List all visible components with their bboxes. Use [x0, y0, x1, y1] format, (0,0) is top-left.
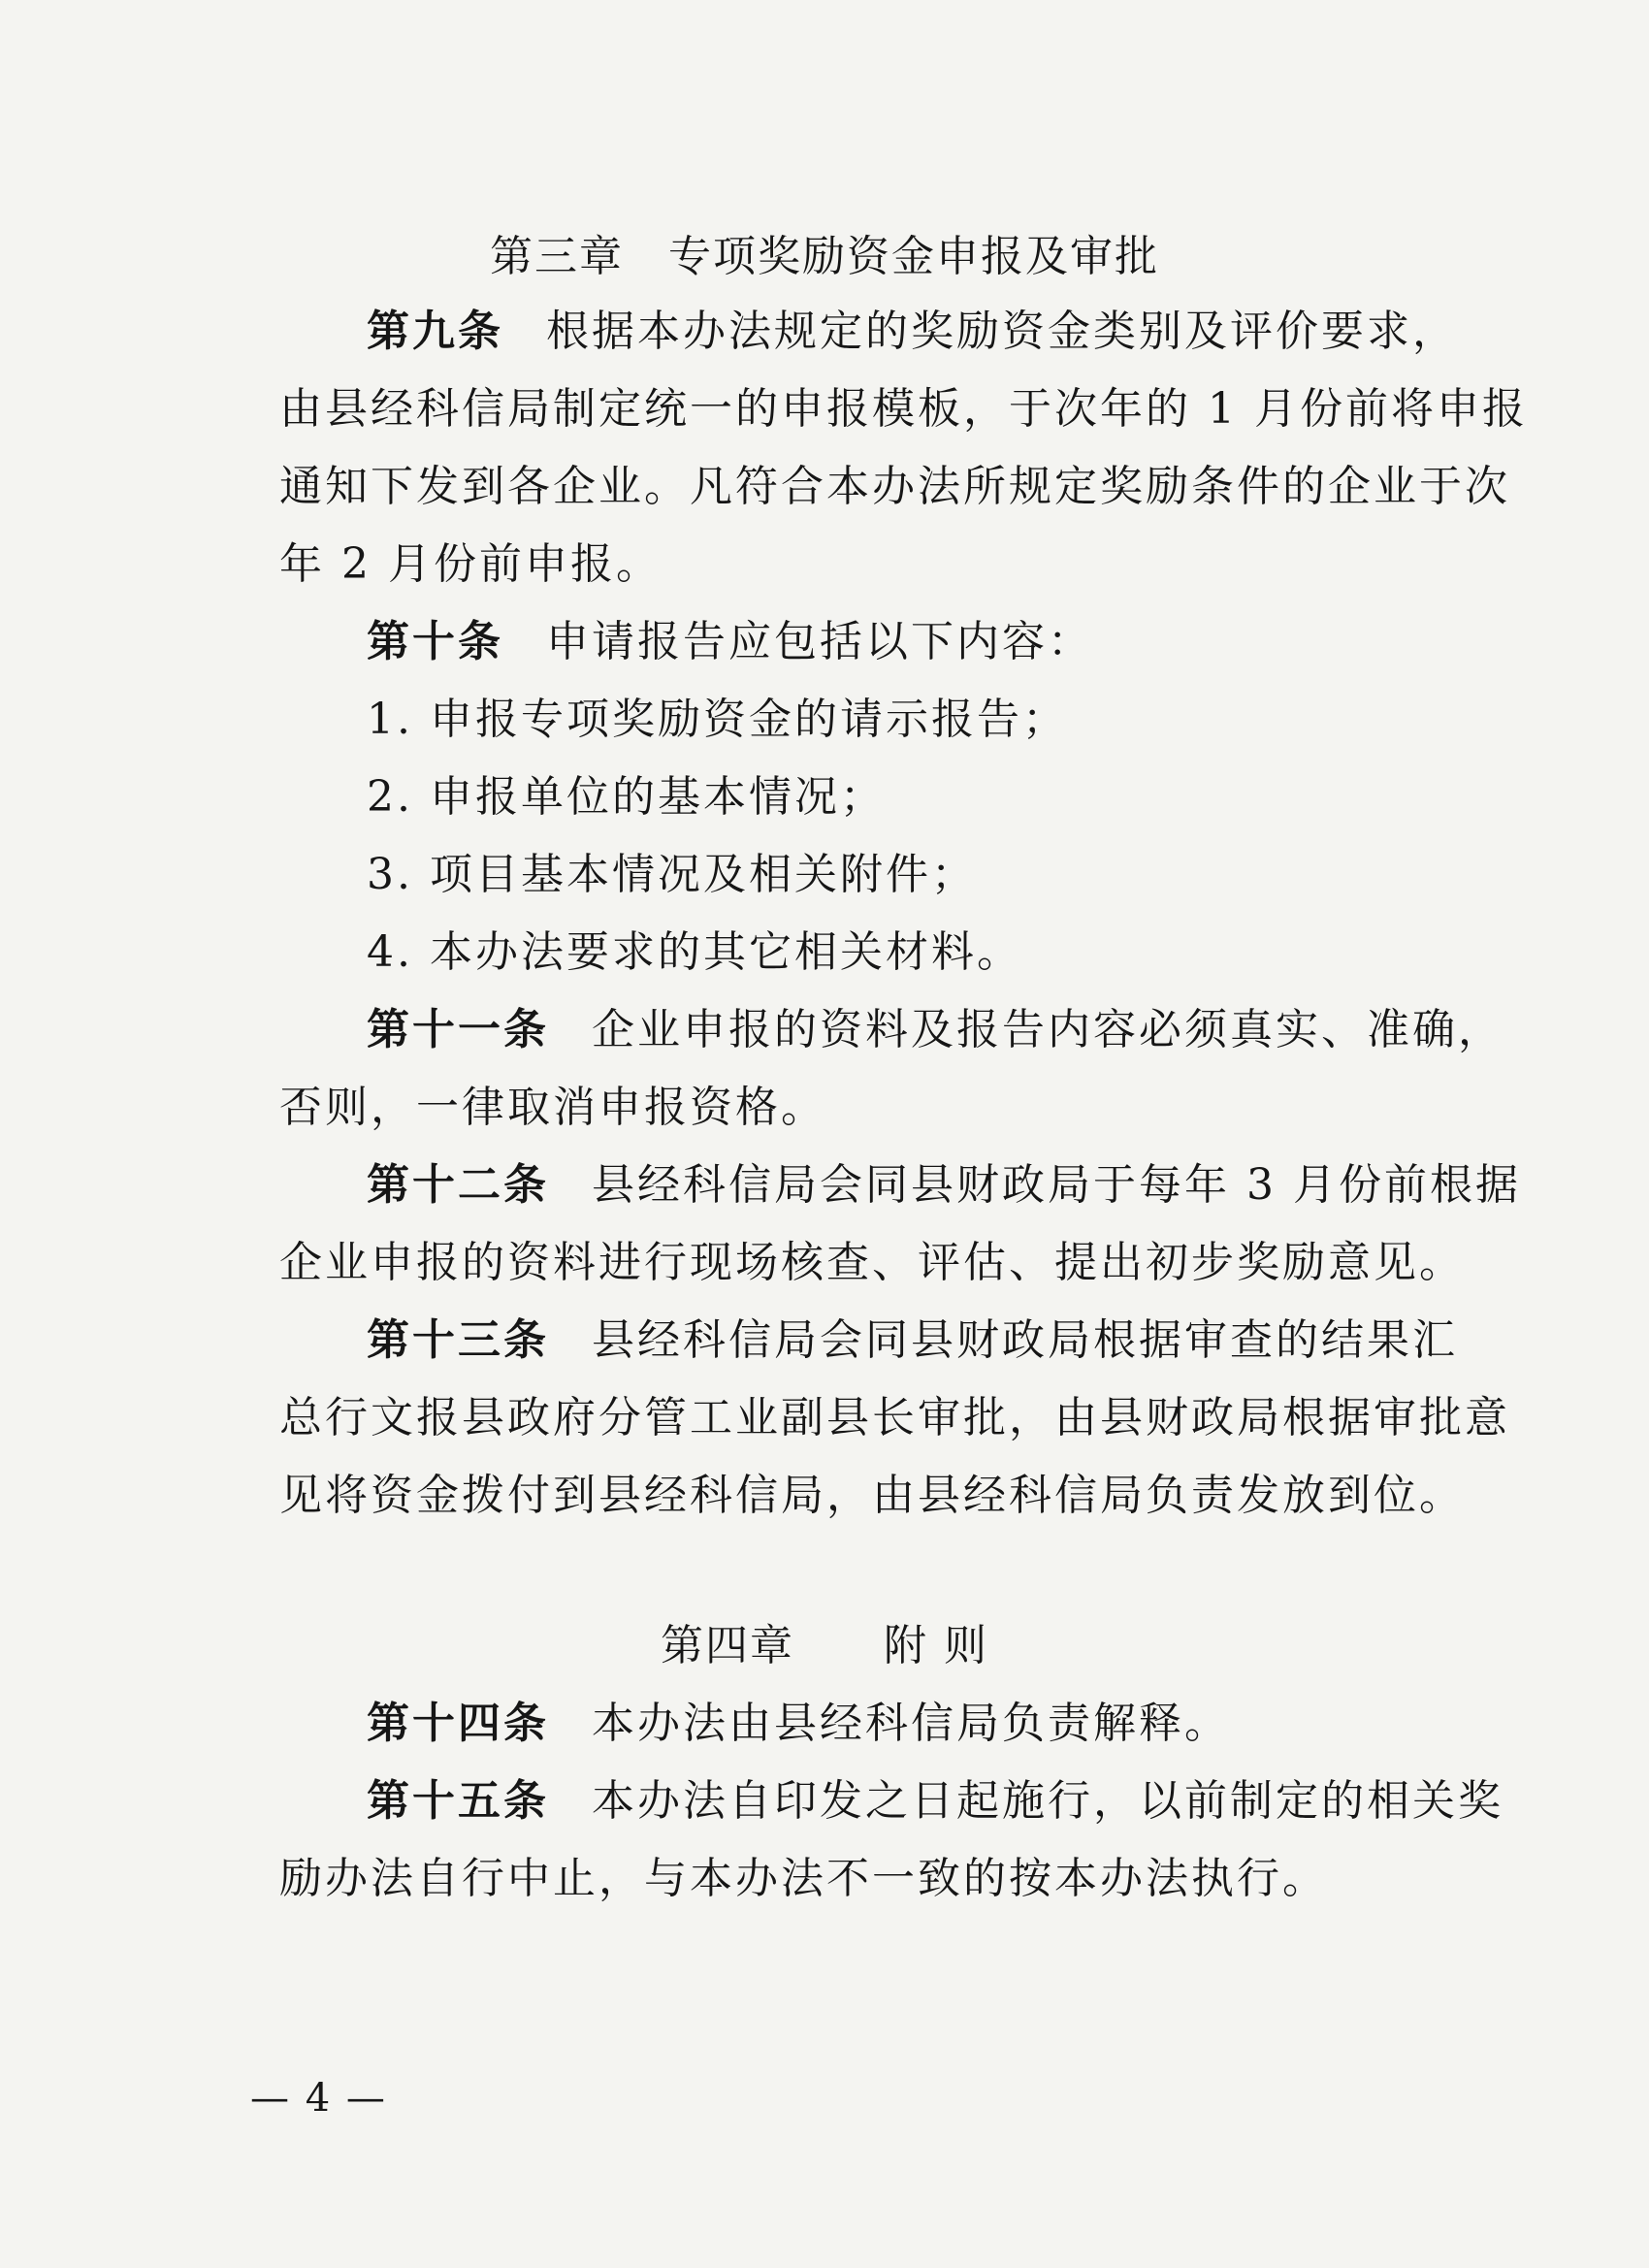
- article-9-label: 第九条: [367, 307, 503, 356]
- article-11-line-2: 否则，一律取消申报资格。: [279, 1083, 826, 1132]
- chapter-4-title: 第四章 附 则: [661, 1621, 988, 1670]
- article-10-label: 第十条: [367, 617, 503, 666]
- article-14-text-1: 本办法由县经科信局负责解释。: [592, 1699, 1230, 1748]
- article-10-text-1: 申请报告应包括以下内容：: [546, 617, 1093, 666]
- article-13-line-2: 总行文报县政府分管工业副县长审批，由县财政局根据审批意: [279, 1393, 1510, 1442]
- article-9-line-2: 由县经科信局制定统一的申报模板，于次年的 1 月份前将申报: [279, 384, 1528, 434]
- article-13-line-1: [367, 1305, 1458, 1367]
- article-12-label: 第十二条: [367, 1160, 549, 1210]
- article-15-line-2: 励办法自行中止，与本办法不一致的按本办法执行。: [279, 1854, 1328, 1903]
- article-15-text-1: 本办法自印发之日起施行，以前制定的相关奖: [592, 1776, 1504, 1826]
- article-12-line-1: [367, 1150, 1521, 1212]
- article-11-text-1: 企业申报的资料及报告内容必须真实、准确，: [592, 1005, 1504, 1054]
- article-15-label: 第十五条: [367, 1776, 549, 1826]
- page-number: — 4 —: [250, 2076, 387, 2121]
- chapter-3-title: 第三章 专项奖励资金申报及审批: [490, 232, 1159, 281]
- article-14-label: 第十四条: [367, 1699, 549, 1748]
- article-10-item-3: 3. 项目基本情况及相关附件；: [367, 850, 977, 899]
- article-12-text-1: 县经科信局会同县财政局于每年 3 月份前根据: [592, 1160, 1521, 1210]
- article-11-label: 第十一条: [367, 1005, 549, 1054]
- article-9-text-1: 根据本办法规定的奖励资金类别及评价要求，: [546, 307, 1458, 356]
- article-10-item-1: 1. 申报专项奖励资金的请示报告；: [367, 695, 1068, 744]
- article-15-line-1: [367, 1766, 1504, 1828]
- article-13-line-3: 见将资金拨付到县经科信局，由县经科信局负责发放到位。: [279, 1471, 1465, 1520]
- article-14-line-1: [367, 1688, 1230, 1750]
- article-9-line-4: 年 2 月份前申报。: [279, 539, 662, 589]
- article-10-line-1: [367, 606, 1093, 668]
- article-11-line-1: [367, 994, 1504, 1056]
- article-13-label: 第十三条: [367, 1315, 549, 1365]
- article-9-line-3: 通知下发到各企业。凡符合本办法所规定奖励条件的企业于次: [279, 462, 1510, 511]
- article-10-item-4: 4. 本办法要求的其它相关材料。: [367, 927, 1022, 977]
- article-9-line-1: [367, 296, 1458, 358]
- article-13-text-1: 县经科信局会同县财政局根据审查的结果汇: [592, 1315, 1458, 1365]
- article-12-line-2: 企业申报的资料进行现场核查、评估、提出初步奖励意见。: [279, 1238, 1465, 1287]
- article-10-item-2: 2. 申报单位的基本情况；: [367, 772, 886, 822]
